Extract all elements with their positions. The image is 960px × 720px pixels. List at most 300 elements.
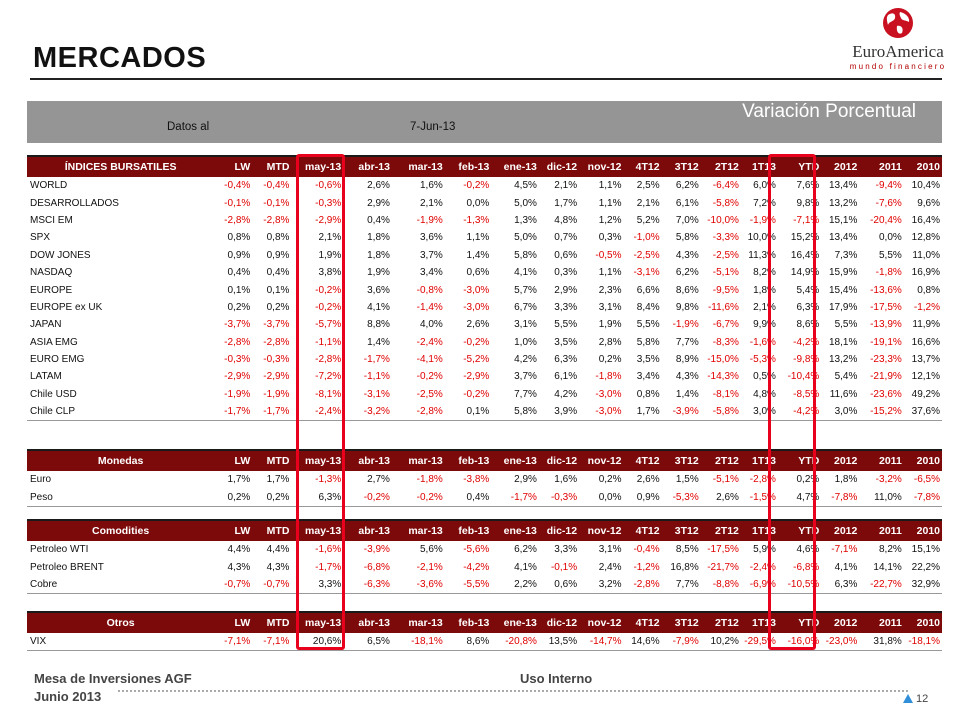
table-cell: 4,1% [514, 267, 537, 279]
table-cell: 13,4% [829, 180, 858, 192]
column-header: 1T13 [741, 520, 778, 541]
table-cell: -0,7% [252, 576, 291, 594]
table-cell: 0,9% [227, 249, 251, 261]
row-label: EUROPE [30, 284, 73, 296]
table-cell: -3,8% [463, 474, 490, 486]
table-cell: -4,2% [793, 336, 820, 348]
table-cell: -2,9% [263, 371, 290, 383]
table-cell: 3,9% [539, 403, 579, 421]
table-cell: 1,1% [598, 197, 622, 209]
table-cell: 3,1% [598, 544, 622, 556]
table-cell: 6,3% [796, 301, 820, 313]
table-cell: 10,0% [747, 232, 776, 244]
table-cell: -8,8% [701, 576, 741, 594]
table-cell: -1,9% [224, 388, 251, 400]
column-header: 2011 [859, 156, 903, 177]
row-label: WORLD [30, 180, 68, 192]
table-cell: 1,7% [266, 474, 290, 486]
table-cell: -1,9% [416, 214, 443, 226]
table-cell: -5,8% [701, 403, 741, 421]
column-header: nov-12 [579, 520, 623, 541]
table-cell: 0,2% [252, 488, 291, 506]
table-cell: 3,7% [514, 371, 537, 383]
table-cell: 8,6% [796, 319, 820, 331]
table-cell: 16,9% [911, 267, 940, 279]
table-cell: 4,3% [266, 561, 290, 573]
table-cell: -1,8% [875, 267, 902, 279]
table-cell: -1,8% [416, 474, 443, 486]
table-cell: 3,2% [579, 576, 623, 594]
table-cell: 9,9% [753, 319, 776, 331]
table-cell: 2,9% [514, 474, 537, 486]
table-cell: 20,6% [291, 633, 343, 651]
table-cell: -2,9% [315, 214, 342, 226]
table-cell: 4,7% [778, 488, 821, 506]
row-label: ASIA EMG [30, 336, 78, 348]
column-header: 2011 [859, 450, 903, 471]
table-cell: 9,8% [796, 197, 820, 209]
table-cell: -1,7% [363, 354, 390, 366]
table-cell: 1,7% [554, 197, 578, 209]
column-header: 2T12 [701, 520, 741, 541]
column-header: dic-12 [539, 450, 579, 471]
row-label: Peso [27, 488, 214, 506]
table-cell: -2,5% [416, 388, 443, 400]
table-cell: -20,4% [870, 214, 902, 226]
table-cell: 4,6% [796, 544, 820, 556]
column-header: ene-13 [491, 450, 539, 471]
table-cell: 18,1% [829, 336, 858, 348]
table-cell: -1,9% [749, 214, 776, 226]
table-cell: -2,9% [224, 371, 251, 383]
table-cell: 11,6% [829, 388, 858, 400]
table-cell: 37,6% [904, 403, 942, 421]
table-cell: 1,9% [318, 249, 342, 261]
table-cell: -3,2% [875, 474, 902, 486]
table-cell: 2,4% [598, 561, 622, 573]
table-cell: 2,9% [367, 197, 390, 209]
row-label: DESARROLLADOS [30, 197, 119, 209]
table-cell: -0,6% [315, 180, 342, 192]
table-cell: 6,5% [343, 633, 392, 651]
table-cell: -0,4% [633, 544, 660, 556]
table-cell: 0,8% [636, 388, 660, 400]
table-cell: -0,5% [595, 249, 622, 261]
table-cell: 5,9% [753, 544, 776, 556]
table-cell: 7,7% [675, 336, 699, 348]
table-cell: 9,6% [917, 197, 940, 209]
table-cell: -5,5% [445, 576, 492, 594]
row-label: Chile CLP [27, 403, 214, 421]
table-cell: -3,7% [263, 319, 290, 331]
table-cell: -7,2% [315, 371, 342, 383]
table-cell: 5,6% [419, 544, 443, 556]
table-cell: -20,8% [491, 633, 539, 651]
column-header: 2010 [904, 450, 942, 471]
table-cell: 3,6% [419, 232, 443, 244]
column-header: YTD [778, 450, 821, 471]
table-cell: -9,4% [875, 180, 902, 192]
table-cell: -11,6% [707, 301, 739, 313]
table-cell: -0,1% [263, 197, 290, 209]
table-cell: -8,1% [315, 388, 342, 400]
table-cell: -23,0% [821, 633, 859, 651]
column-header: 4T12 [624, 450, 662, 471]
table-cell: 11,0% [912, 249, 940, 261]
table-cell: 0,3% [554, 267, 578, 279]
table-cell: -17,5% [707, 544, 739, 556]
table-cell: 0,2% [796, 474, 820, 486]
table-cell: 1,8% [834, 474, 858, 486]
table-cell: 10,4% [911, 180, 940, 192]
table-cell: -9,8% [793, 354, 820, 366]
table-cell: 8,2% [753, 267, 776, 279]
column-header: MTD [252, 156, 291, 177]
table-cell: 0,2% [227, 301, 251, 313]
table-cell: 11,3% [748, 249, 776, 261]
column-header: LW [214, 450, 252, 471]
table-cell: -1,2% [913, 301, 940, 313]
table-cell: 22,2% [911, 561, 940, 573]
table-cell: 5,7% [514, 284, 537, 296]
column-header: MTD [252, 450, 291, 471]
table-cell: 7,0% [675, 214, 699, 226]
datos-date: 7-Jun-13 [410, 121, 456, 133]
table-cell: 1,5% [675, 474, 699, 486]
table-cell: -23,6% [870, 388, 902, 400]
column-header: mar-13 [392, 520, 445, 541]
column-header: LW [214, 520, 252, 541]
table-cell: -19,1% [870, 336, 902, 348]
row-label: Petroleo BRENT [30, 561, 104, 573]
table-cell: -1,1% [363, 371, 390, 383]
table-cell: 0,1% [445, 403, 492, 421]
datos-label: Datos al [167, 121, 210, 133]
column-header: YTD [778, 156, 821, 177]
table-cell: -0,7% [214, 576, 252, 594]
table-cell: 2,6% [466, 319, 490, 331]
table-cell: 13,7% [911, 354, 940, 366]
table-cell: -1,4% [416, 301, 443, 313]
table-cell: -21,9% [870, 371, 902, 383]
table-cell: 1,3% [514, 214, 537, 226]
table-cell: -10,0% [707, 214, 739, 226]
table-cell: 2,1% [419, 197, 443, 209]
column-header: 2012 [821, 156, 859, 177]
table-cell: 0,2% [266, 301, 290, 313]
table-cell: -2,8% [624, 576, 662, 594]
column-header: 2T12 [701, 156, 741, 177]
column-header: 2T12 [701, 450, 741, 471]
row-label: MSCI EM [30, 214, 73, 226]
table-cell: 5,5% [834, 319, 858, 331]
table-cell: -7,9% [662, 633, 701, 651]
table-cell: 4,2% [554, 388, 578, 400]
table-cell: -0,1% [224, 197, 251, 209]
column-header: nov-12 [579, 612, 623, 633]
column-header: 3T12 [662, 450, 701, 471]
table-cell: -2,9% [463, 371, 490, 383]
table-cell: -1,9% [672, 319, 699, 331]
footer-date: Junio 2013 [34, 689, 102, 704]
row-label: Euro [30, 474, 52, 486]
row-label: Cobre [27, 576, 214, 594]
column-header: mar-13 [392, 612, 445, 633]
title-divider [30, 78, 942, 80]
table-cell: 4,4% [227, 544, 251, 556]
column-header: feb-13 [445, 156, 492, 177]
table-cell: 4,2% [514, 354, 537, 366]
table-cell: 32,9% [904, 576, 942, 594]
column-header: 1T13 [741, 450, 778, 471]
table-cell: 3,5% [636, 354, 660, 366]
table-cell: 4,5% [514, 180, 537, 192]
row-label: SPX [30, 232, 51, 244]
table-cell: 0,4% [445, 488, 492, 506]
table-cell: 3,8% [318, 267, 342, 279]
table-cell: 0,4% [266, 267, 290, 279]
table-cell: 4,8% [554, 214, 578, 226]
table-cell: -21,7% [707, 561, 739, 573]
table-cell: -2,5% [712, 249, 739, 261]
table-cell: 7,3% [834, 249, 858, 261]
table-cell: 6,3% [291, 488, 343, 506]
table-cell: 3,4% [636, 371, 660, 383]
column-header: feb-13 [445, 612, 492, 633]
table-cell: 2,6% [701, 488, 741, 506]
table-cell: 4,0% [419, 319, 443, 331]
table-cell: -6,8% [363, 561, 390, 573]
table-cell: 15,1% [829, 214, 858, 226]
table-cell: 5,4% [796, 284, 820, 296]
table-cell: -7,1% [252, 633, 291, 651]
table-cell: 2,8% [598, 336, 622, 348]
section-header: Otros [27, 612, 214, 633]
table-cell: 1,7% [624, 403, 662, 421]
table-cell: 0,0% [466, 197, 490, 209]
row-label: Chile USD [30, 388, 77, 400]
table-cell: 49,2% [911, 388, 940, 400]
table-cell: 6,3% [821, 576, 859, 594]
page-number: 12 [916, 693, 929, 705]
table-cell: -3,0% [463, 284, 490, 296]
table-cell: 8,6% [445, 633, 492, 651]
column-header: 2012 [821, 612, 859, 633]
footer-desk: Mesa de Inversiones AGF [34, 671, 192, 686]
table-cell: 12,1% [911, 371, 940, 383]
table-cell: -1,7% [214, 403, 252, 421]
logo-tagline: mundo financiero [849, 62, 947, 71]
row-label: EUROPE ex UK [30, 301, 103, 313]
table-cell: 4,1% [514, 561, 537, 573]
table-cell: 12,8% [911, 232, 940, 244]
footer-classification: Uso Interno [520, 671, 593, 686]
table-cell: -4,2% [463, 561, 490, 573]
table-cell: 3,1% [514, 319, 537, 331]
column-header: abr-13 [343, 156, 392, 177]
table-cell: -3,9% [662, 403, 701, 421]
logo-brand-text: EuroAmerica [852, 42, 944, 61]
table-cell: -5,3% [662, 488, 701, 506]
table-cell: 4,3% [227, 561, 251, 573]
column-header: dic-12 [539, 156, 579, 177]
table-cell: -18,1% [392, 633, 445, 651]
table-cell: -0,2% [315, 301, 342, 313]
table-cell: 2,1% [636, 197, 660, 209]
table-cell: 1,8% [367, 232, 390, 244]
table-cell: 1,1% [598, 267, 622, 279]
table-cell: -6,5% [913, 474, 940, 486]
table-cell: -22,7% [859, 576, 903, 594]
table-cell: 2,2% [491, 576, 539, 594]
column-header: 2010 [904, 520, 942, 541]
column-header: ene-13 [491, 612, 539, 633]
table-cell: -0,2% [392, 488, 445, 506]
table-cell: 15,2% [790, 232, 820, 244]
table-cell: 5,0% [514, 197, 537, 209]
table-cell: -2,1% [416, 561, 443, 573]
table-cell: 1,1% [598, 180, 622, 192]
table-cell: -5,1% [712, 267, 739, 279]
table-cell: 6,2% [675, 267, 699, 279]
table-cell: 0,1% [227, 284, 251, 296]
table-cell: -1,9% [263, 388, 290, 400]
table-cell: 3,3% [291, 576, 343, 594]
table-cell: 15,1% [911, 544, 940, 556]
table-cell: -0,3% [263, 354, 290, 366]
table-cell: -7,8% [904, 488, 942, 506]
table-cell: -3,1% [633, 267, 660, 279]
column-header: 3T12 [662, 612, 701, 633]
column-header: LW [214, 612, 252, 633]
table-cell: 17,9% [829, 301, 858, 313]
table-cell: 1,4% [466, 249, 490, 261]
table-cell: -1,7% [491, 488, 539, 506]
table-cell: -2,8% [224, 214, 251, 226]
table-cell: -0,2% [416, 371, 443, 383]
table-cell: -17,5% [870, 301, 902, 313]
table-cell: 6,3% [554, 354, 578, 366]
table-cell: -1,0% [633, 232, 660, 244]
column-header: 2011 [859, 612, 903, 633]
table-cell: -3,6% [392, 576, 445, 594]
table-cell: 8,2% [878, 544, 902, 556]
row-label: NASDAQ [30, 267, 73, 279]
column-header: 2012 [821, 450, 859, 471]
ytd-highlight-box [768, 154, 816, 650]
table-cell: -0,2% [343, 488, 392, 506]
table-cell: 4,4% [266, 544, 290, 556]
table-cell: 11,0% [859, 488, 903, 506]
table-cell: -0,2% [315, 284, 342, 296]
column-header: 2010 [904, 156, 942, 177]
table-cell: 1,4% [675, 388, 699, 400]
table-cell: 2,1% [318, 232, 342, 244]
table-cell: -0,3% [315, 197, 342, 209]
table-cell: 5,5% [878, 249, 902, 261]
globe-logo-icon [880, 6, 916, 40]
row-label: DOW JONES [30, 249, 91, 261]
table-cell: 6,7% [514, 301, 537, 313]
table-cell: 16,4% [911, 214, 940, 226]
table-cell: -14,3% [707, 371, 739, 383]
table-cell: 0,1% [266, 284, 290, 296]
table-cell: 0,7% [554, 232, 578, 244]
table-cell: 3,5% [554, 336, 578, 348]
table-cell: 16,8% [670, 561, 699, 573]
table-cell: -5,2% [463, 354, 490, 366]
table-cell: -0,8% [416, 284, 443, 296]
table-cell: 6,0% [753, 180, 776, 192]
variation-banner [27, 101, 942, 143]
table-cell: -0,3% [224, 354, 251, 366]
table-cell: 1,1% [466, 232, 490, 244]
table-cell: 6,2% [675, 180, 699, 192]
table-cell: 4,3% [675, 371, 699, 383]
table-cell: 0,9% [266, 249, 290, 261]
table-cell: -3,0% [595, 388, 622, 400]
table-cell: 1,6% [554, 474, 578, 486]
table-cell: -5,3% [749, 354, 776, 366]
table-cell: 0,8% [266, 232, 290, 244]
column-header: 4T12 [624, 520, 662, 541]
table-cell: -6,8% [793, 561, 820, 573]
table-cell: 5,2% [636, 214, 660, 226]
section-header: ÍNDICES BURSATILES [27, 156, 214, 177]
table-cell: -5,7% [315, 319, 342, 331]
table-cell: -23,3% [870, 354, 902, 366]
table-cell: -29,5% [741, 633, 778, 651]
table-cell: 5,8% [636, 336, 660, 348]
table-cell: 3,0% [821, 403, 859, 421]
table-cell: -18,1% [904, 633, 942, 651]
table-cell: -1,3% [315, 474, 342, 486]
table-cell: 13,2% [829, 354, 858, 366]
table-cell: 0,5% [753, 371, 776, 383]
table-cell: -3,0% [463, 301, 490, 313]
table-cell: 1,6% [419, 180, 443, 192]
table-cell: 0,6% [554, 249, 578, 261]
table-cell: -2,5% [633, 249, 660, 261]
section-header: Comodities [27, 520, 214, 541]
table-cell: -6,9% [741, 576, 778, 594]
row-label: JAPAN [30, 319, 62, 331]
table-cell: 2,7% [367, 474, 390, 486]
table-cell: 6,6% [636, 284, 660, 296]
table-cell: 0,4% [227, 267, 251, 279]
column-header: 3T12 [662, 520, 701, 541]
column-header: mar-13 [392, 156, 445, 177]
table-cell: 5,0% [514, 232, 537, 244]
table-cell: 0,0% [878, 232, 902, 244]
table-cell: -1,8% [595, 371, 622, 383]
table-cell: 1,8% [367, 249, 390, 261]
table-cell: 6,1% [554, 371, 578, 383]
table-cell: -8,5% [793, 388, 820, 400]
table-cell: -7,8% [821, 488, 859, 506]
table-cell: -8,3% [712, 336, 739, 348]
table-cell: -16,0% [778, 633, 821, 651]
table-cell: -1,6% [749, 336, 776, 348]
table-cell: 4,8% [753, 388, 776, 400]
table-cell: 5,8% [675, 232, 699, 244]
table-cell: 0,4% [367, 214, 390, 226]
page-title: MERCADOS [33, 42, 207, 74]
banner-heading: Variación Porcentual [742, 101, 916, 122]
table-cell: 16,4% [790, 249, 820, 261]
table-cell: 6,1% [675, 197, 699, 209]
column-header: abr-13 [343, 520, 392, 541]
